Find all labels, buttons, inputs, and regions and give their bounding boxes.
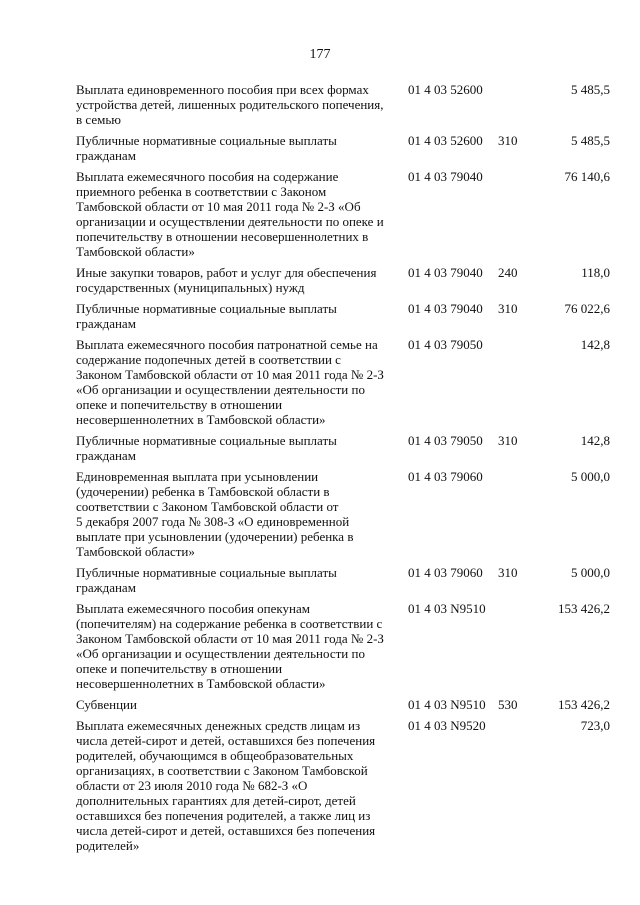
row-amount: 153 426,2 (558, 601, 610, 616)
table-row (76, 337, 610, 427)
row-expense-type: 310 (498, 565, 518, 580)
row-code: 01 4 03 79050 (408, 433, 483, 448)
row-amount: 5 000,0 (571, 565, 610, 580)
row-code: 01 4 03 52600 (408, 133, 483, 148)
row-expense-type: 310 (498, 133, 518, 148)
row-description: Выплата ежемесячных денежных средств лицам из числа детей-сирот и детей, оставшихся без попечения родителей, обучающимся в общеобразовательных организациях, в соответствии с Законом Тамбовской области от 23 июля 2010 года № 682-З «О дополнительных гарантиях для детей-сирот, детей оставшихся без попечения родителей, а также лиц из числа детей-сирот и детей, оставшихся без попечения родителей» (76, 718, 376, 853)
table-row (76, 265, 610, 295)
budget-table (76, 82, 610, 859)
row-amount: 153 426,2 (558, 697, 610, 712)
row-code: 01 4 03 79040 (408, 169, 483, 184)
row-expense-type: 310 (498, 301, 518, 316)
table-row (76, 697, 610, 712)
page-number: 177 (309, 47, 331, 62)
row-description: Публичные нормативные социальные выплаты гражданам (76, 433, 337, 463)
row-amount: 118,0 (581, 265, 610, 280)
row-amount: 76 140,6 (564, 169, 610, 184)
row-description: Выплата ежемесячного пособия опекунам (попечителям) на содержание ребенка в соответствии с Законом Тамбовской области от 10 мая 2011 года № 2-З «Об организации и осуществлении деятельности по опеке и попечительству в отношении несовершеннолетних в Тамбовской области» (76, 601, 384, 691)
row-description: Выплата ежемесячного пособия на содержание приемного ребенка в соответствии с Законом Тамбовской области от 10 мая 2011 года № 2-З «Об организации и осуществлении деятельности по опеке и попечительству в отношении несовершеннолетних в Тамбовской области» (76, 169, 384, 259)
table-row (76, 301, 610, 331)
row-code: 01 4 03 79060 (408, 565, 483, 580)
table-row (76, 565, 610, 595)
row-amount: 76 022,6 (564, 301, 610, 316)
table-row (76, 133, 610, 163)
row-amount: 5 000,0 (571, 469, 610, 484)
row-description: Выплата ежемесячного пособия патронатной семье на содержание подопечных детей в соответствии с Законом Тамбовской области от 10 мая 2011 года № 2-З «Об организации и осуществлении деятельности по опеке и попечительству в отношении несовершеннолетних в Тамбовской области» (76, 337, 384, 427)
table-row (76, 469, 610, 559)
row-description: Субвенции (76, 697, 137, 712)
table-row (76, 433, 610, 463)
row-description: Публичные нормативные социальные выплаты гражданам (76, 565, 337, 595)
row-code: 01 4 03 52600 (408, 82, 483, 97)
row-code: 01 4 03 79060 (408, 469, 483, 484)
row-expense-type: 240 (498, 265, 518, 280)
row-description: Выплата единовременного пособия при всех формах устройства детей, лишенных родительского попечения, в семью (76, 82, 384, 127)
table-row (76, 82, 610, 127)
row-description: Публичные нормативные социальные выплаты гражданам (76, 133, 337, 163)
row-code: 01 4 03 N9520 (408, 718, 486, 733)
row-amount: 5 485,5 (571, 133, 610, 148)
row-code: 01 4 03 79040 (408, 265, 483, 280)
row-code: 01 4 03 79050 (408, 337, 483, 352)
row-description: Иные закупки товаров, работ и услуг для обеспечения государственных (муниципальных) нужд (76, 265, 377, 295)
row-expense-type: 310 (498, 433, 518, 448)
row-expense-type: 530 (498, 697, 518, 712)
row-amount: 5 485,5 (571, 82, 610, 97)
row-code: 01 4 03 N9510 (408, 601, 486, 616)
row-amount: 142,8 (580, 337, 610, 352)
row-code: 01 4 03 N9510 (408, 697, 486, 712)
row-description: Единовременная выплата при усыновлении (удочерении) ребенка в Тамбовской области в соответствии с Законом Тамбовской области от 5 декабря 2007 года № 308-З «О единовременной выплате при усыновлении (удочерении) ребенка в Тамбовской области» (76, 469, 354, 559)
table-row (76, 601, 610, 691)
row-amount: 142,8 (580, 433, 610, 448)
row-amount: 723,0 (580, 718, 610, 733)
row-description: Публичные нормативные социальные выплаты гражданам (76, 301, 337, 331)
row-code: 01 4 03 79040 (408, 301, 483, 316)
table-row (76, 718, 610, 853)
table-row (76, 169, 610, 259)
